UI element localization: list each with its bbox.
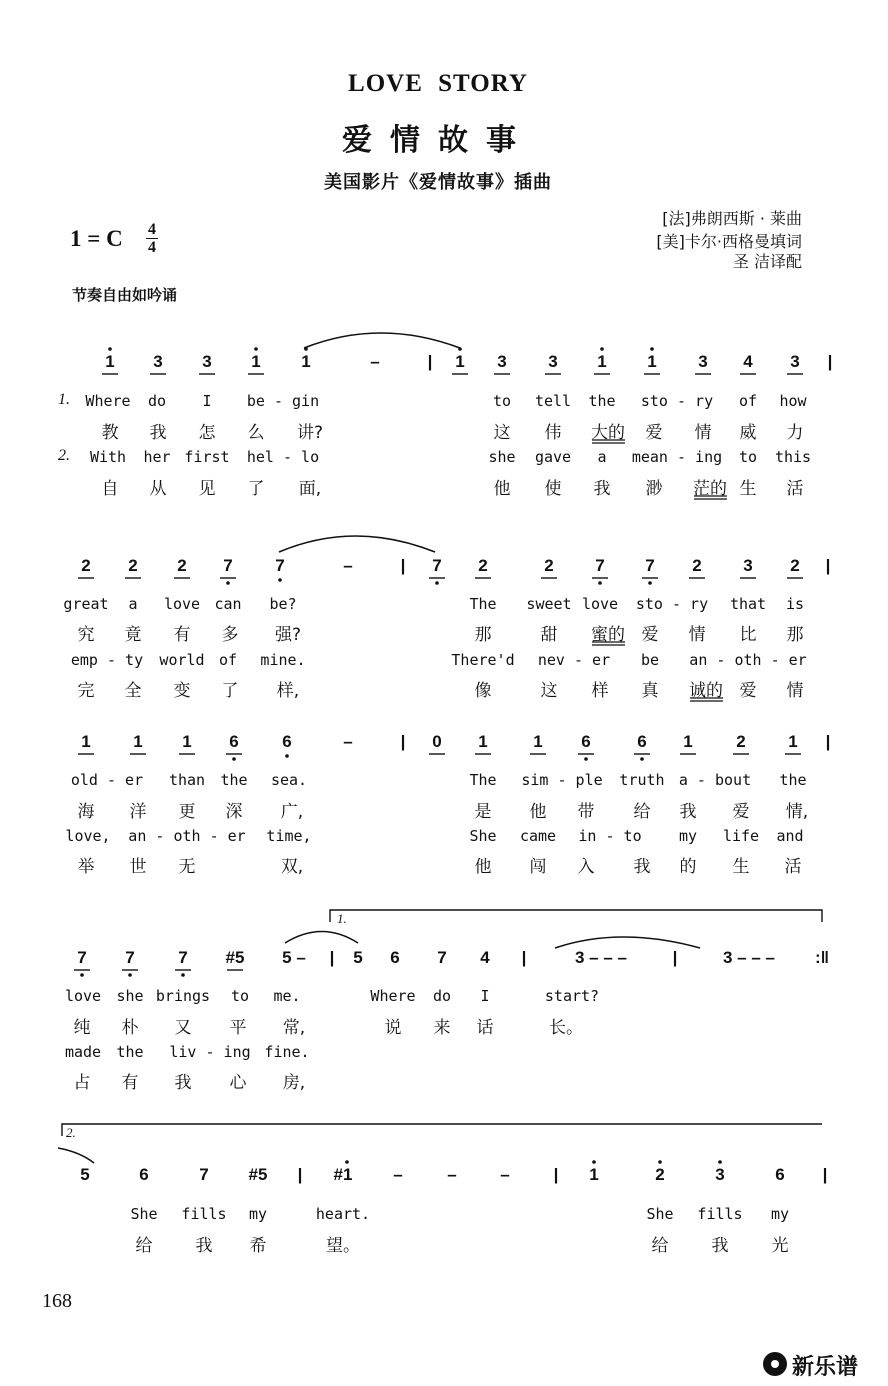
note: 2 — [655, 1165, 665, 1184]
lyric-chinese: 纯 — [73, 1018, 91, 1038]
lyric-chinese: 竟 — [124, 625, 142, 645]
lyric-chinese: 占 — [73, 1073, 91, 1093]
note: 0 — [432, 732, 442, 751]
lyric-chinese: 情, — [785, 802, 809, 822]
lyric-english: the — [116, 1043, 144, 1061]
lyric-chinese: 带 — [577, 802, 595, 822]
octave-down-dot — [285, 754, 289, 758]
lyric-english: liv - ing — [169, 1043, 251, 1061]
note: 6 — [139, 1165, 149, 1184]
octave-down-dot — [648, 581, 652, 585]
note: 6 — [390, 948, 400, 967]
volta-label: 2. — [66, 1125, 76, 1140]
volta-label: 1. — [337, 911, 347, 926]
lyric-chinese: 给 — [633, 802, 651, 822]
lyric-english: a — [597, 448, 607, 466]
lyric-chinese: 洋 — [129, 802, 147, 822]
note: 7 — [223, 556, 233, 575]
lyric-english: Where — [370, 987, 416, 1005]
lyric-chinese: 海 — [77, 802, 95, 822]
lyric-chinese: 世 — [129, 857, 147, 877]
lyric-chinese: 比 — [739, 625, 757, 645]
lyric-english: time, — [266, 827, 312, 845]
lyric-english: old - er — [70, 771, 144, 789]
note: 1 — [647, 352, 657, 371]
lyric-english: and — [776, 827, 804, 845]
lyric-english: tell — [534, 392, 572, 410]
octave-down-dot — [181, 973, 185, 977]
lyric-english: mean - ing — [631, 448, 723, 466]
lyric-chinese: 是 — [474, 802, 492, 822]
lyric-english: can — [214, 595, 242, 613]
lyric-chinese: 渺 — [645, 479, 663, 499]
note: 1 — [133, 732, 143, 751]
note: 7 — [178, 948, 188, 967]
lyric-chinese: 自 — [101, 479, 119, 499]
note: 6 — [775, 1165, 785, 1184]
octave-up-dot — [658, 1160, 662, 1164]
lyric-chinese: 朴 — [121, 1018, 139, 1038]
lyric-english: truth — [619, 771, 665, 789]
note: #1 — [333, 1165, 353, 1184]
lyric-chinese: 无 — [178, 857, 196, 877]
lyric-chinese: 甜 — [540, 625, 558, 645]
octave-down-dot — [80, 973, 84, 977]
note: 4 — [480, 948, 490, 967]
lyric-english: in - to — [578, 827, 642, 845]
note: 1 — [533, 732, 543, 751]
lyric-chinese: 更 — [178, 802, 196, 822]
lyric-chinese: 样, — [276, 681, 300, 701]
lyric-chinese: 爱 — [641, 625, 659, 645]
lyric-english: hel - lo — [246, 448, 320, 466]
lyric-chinese: 举 — [77, 857, 95, 877]
time-signature-top: 4 — [148, 221, 156, 238]
lyric-chinese: 广, — [280, 802, 304, 822]
note: 2 — [81, 556, 91, 575]
lyric-chinese: 这 — [540, 681, 558, 701]
lyric-english: is — [785, 595, 805, 613]
credit-composer: [法]弗朗西斯 · 莱曲 — [662, 209, 802, 228]
lyric-english: The — [469, 595, 497, 613]
lyric-chinese: 面, — [298, 479, 322, 499]
lyric-english: my — [770, 1205, 790, 1223]
lyric-chinese: 又 — [174, 1018, 192, 1038]
note: 3 — [497, 352, 507, 371]
lyric-chinese: 有 — [173, 625, 191, 645]
barline: | — [329, 948, 335, 967]
note: 1 — [683, 732, 693, 751]
lyric-chinese: 给 — [135, 1236, 153, 1256]
note: – — [447, 1165, 457, 1184]
note: 7 — [437, 948, 447, 967]
barline: | — [297, 1165, 303, 1184]
note: 1 — [105, 352, 115, 371]
lyric-chinese: 来 — [433, 1018, 451, 1038]
note: 6 — [229, 732, 239, 751]
lyric-english: fills — [181, 1205, 227, 1223]
lyric-english: an - oth - er — [689, 651, 807, 669]
volta-bracket-1 — [330, 910, 822, 922]
lyric-english: a — [128, 595, 138, 613]
slur — [285, 932, 358, 944]
octave-down-dot — [598, 581, 602, 585]
credit-lyricist: [美]卡尔·西格曼填词 — [656, 232, 802, 251]
note: 1 — [301, 352, 311, 371]
note: – — [393, 1165, 403, 1184]
note: 1 — [597, 352, 607, 371]
note: 5 – — [282, 948, 306, 967]
lyric-english: her — [143, 448, 171, 466]
lyric-chinese: 这 — [493, 423, 511, 443]
note: 2 — [128, 556, 138, 575]
lyric-chinese: 茫的 — [693, 479, 727, 499]
lyric-english: life — [722, 827, 760, 845]
barline: | — [553, 1165, 559, 1184]
lyric-chinese: 望。 — [326, 1236, 360, 1256]
lyric-english: nev - er — [537, 651, 611, 669]
note: 3 – – – — [723, 948, 775, 967]
lyric-english: I — [202, 392, 212, 410]
lyric-chinese: 我 — [174, 1073, 192, 1093]
page-number: 168 — [42, 1290, 72, 1312]
note: 7 — [645, 556, 655, 575]
lyric-english: she — [116, 987, 144, 1005]
lyric-english: I — [480, 987, 490, 1005]
lyric-english: my — [678, 827, 698, 845]
note: 1 — [182, 732, 192, 751]
lyric-english: this — [774, 448, 812, 466]
lyric-chinese: 那 — [786, 625, 804, 645]
lyric-chinese: 情 — [688, 625, 706, 645]
lyric-english: me. — [273, 987, 301, 1005]
lyric-chinese: 活 — [786, 479, 804, 499]
lyric-english: mine. — [260, 651, 306, 669]
lyric-english: love, — [65, 827, 111, 845]
lyric-english: be - gin — [246, 392, 320, 410]
lyric-chinese: 了 — [221, 681, 239, 701]
lyric-english: There'd — [451, 651, 515, 669]
subtitle: 美国影片《爱情故事》插曲 — [324, 172, 552, 193]
note: 1 — [455, 352, 465, 371]
note: 3 – – – — [575, 948, 627, 967]
lyric-english: She — [646, 1205, 674, 1223]
tempo-marking: 节奏自由如吟诵 — [72, 286, 178, 304]
lyric-chinese: 我 — [679, 802, 697, 822]
lyric-english: love — [163, 595, 201, 613]
barline: | — [822, 1165, 828, 1184]
octave-up-dot — [458, 347, 462, 351]
lyric-chinese: 平 — [229, 1018, 247, 1038]
lyric-english: great — [63, 595, 109, 613]
barline: | — [825, 556, 831, 575]
title-english: LOVE STORY — [348, 70, 528, 97]
lyric-english: The — [469, 771, 497, 789]
lyric-english: heart. — [315, 1205, 371, 1223]
lyric-chinese: 怎 — [198, 423, 216, 443]
note: 5 — [353, 948, 363, 967]
note: 5 — [80, 1165, 90, 1184]
lyric-english: love — [64, 987, 102, 1005]
lyric-chinese: 入 — [577, 857, 595, 877]
brand-name: 新乐谱 — [792, 1355, 859, 1380]
time-signature-bottom: 4 — [148, 239, 156, 256]
note: 3 — [153, 352, 163, 371]
lyric-chinese: 全 — [124, 681, 142, 701]
lyric-chinese: 的 — [679, 857, 697, 877]
lyric-english: be? — [269, 595, 297, 613]
lyric-chinese: 伟 — [544, 423, 562, 443]
octave-down-dot — [128, 973, 132, 977]
note: – — [500, 1165, 510, 1184]
lyric-chinese: 心 — [229, 1073, 247, 1093]
lyric-chinese: 给 — [651, 1236, 669, 1256]
lyric-english: first — [184, 448, 230, 466]
lyric-chinese: 闯 — [529, 857, 547, 877]
lyric-chinese: 爱 — [732, 802, 750, 822]
octave-up-dot — [650, 347, 654, 351]
lyric-english: sweet — [526, 595, 572, 613]
key-signature: 1 = C — [70, 226, 123, 251]
lyric-chinese: 蜜的 — [591, 625, 625, 645]
lyric-english: She — [469, 827, 497, 845]
lyric-english: brings — [155, 987, 211, 1005]
verse-number: 1. — [58, 391, 70, 408]
lyric-chinese: 长。 — [549, 1018, 583, 1038]
lyric-chinese: 爱 — [645, 423, 663, 443]
octave-down-dot — [278, 578, 282, 582]
lyric-chinese: 生 — [732, 857, 750, 877]
lyric-english: that — [729, 595, 767, 613]
lyric-chinese: 爱 — [739, 681, 757, 701]
barline: | — [827, 352, 833, 371]
lyric-english: the — [220, 771, 248, 789]
lyric-english: of — [218, 651, 238, 669]
lyric-english: Where — [85, 392, 131, 410]
octave-up-dot — [345, 1160, 349, 1164]
note: 1 — [589, 1165, 599, 1184]
title-chinese: 爱情故事 — [342, 123, 534, 158]
lyric-chinese: 他 — [493, 479, 511, 499]
note: 7 — [77, 948, 87, 967]
lyric-english: do — [432, 987, 452, 1005]
lyric-chinese: 光 — [771, 1236, 789, 1256]
lyric-english: start? — [544, 987, 600, 1005]
lyric-english: sto - ry — [635, 595, 709, 613]
note: 3 — [548, 352, 558, 371]
octave-up-dot — [592, 1160, 596, 1164]
lyric-chinese: 强? — [274, 625, 302, 645]
lyric-english: how — [779, 392, 807, 410]
lyric-chinese: 大的 — [591, 423, 625, 443]
barline: | — [427, 352, 433, 371]
octave-down-dot — [584, 757, 588, 761]
octave-down-dot — [435, 581, 439, 585]
lyric-chinese: 我 — [711, 1236, 729, 1256]
lyric-chinese: 威 — [739, 423, 757, 443]
note: 4 — [743, 352, 753, 371]
lyric-english: to — [492, 392, 512, 410]
lyric-chinese: 生 — [739, 479, 757, 499]
note: #5 — [248, 1165, 268, 1184]
lyric-chinese: 真 — [641, 681, 659, 701]
lyric-chinese: 双, — [280, 857, 304, 877]
note: 7 — [125, 948, 135, 967]
barline: | — [825, 732, 831, 751]
lyric-english: to — [230, 987, 250, 1005]
lyric-chinese: 从 — [149, 479, 167, 499]
lyric-chinese: 完 — [77, 681, 95, 701]
lyric-chinese: 话 — [476, 1018, 494, 1038]
note: 2 — [478, 556, 488, 575]
lyric-chinese: 使 — [544, 479, 562, 499]
lyric-english: world — [159, 651, 205, 669]
lyric-english: With — [89, 448, 127, 466]
lyric-chinese: 了 — [247, 479, 265, 499]
lyric-chinese: 究 — [77, 625, 95, 645]
octave-down-dot — [226, 581, 230, 585]
lyric-chinese: 力 — [786, 423, 804, 443]
lyric-english: sea. — [270, 771, 308, 789]
lyric-english: sim - ple — [521, 771, 603, 789]
lyric-english: fine. — [264, 1043, 310, 1061]
lyric-chinese: 教 — [101, 423, 119, 443]
note: 1 — [478, 732, 488, 751]
note: 6 — [581, 732, 591, 751]
octave-up-dot — [718, 1160, 722, 1164]
lyric-english: love — [581, 595, 619, 613]
barline: | — [672, 948, 678, 967]
verse-number: 2. — [58, 447, 70, 464]
note: 2 — [790, 556, 800, 575]
note: 3 — [743, 556, 753, 575]
lyric-chinese: 我 — [195, 1236, 213, 1256]
note: 2 — [544, 556, 554, 575]
lyric-english: of — [738, 392, 758, 410]
lyric-english: emp - ty — [70, 651, 144, 669]
barline: | — [400, 556, 406, 575]
note: 3 — [790, 352, 800, 371]
lyric-english: than — [168, 771, 206, 789]
octave-up-dot — [304, 347, 308, 351]
lyric-chinese: 诚的 — [689, 681, 723, 701]
note: 6 — [637, 732, 647, 751]
octave-down-dot — [640, 757, 644, 761]
lyric-chinese: 那 — [474, 625, 492, 645]
lyric-english: sto - ry — [640, 392, 714, 410]
lyric-english: the — [588, 392, 616, 410]
lyric-english: to — [738, 448, 758, 466]
lyric-chinese: 见 — [198, 479, 216, 499]
lyric-chinese: 他 — [529, 802, 547, 822]
note: 7 — [432, 556, 442, 575]
lyric-chinese: 样 — [591, 681, 609, 701]
note: – — [370, 352, 380, 371]
note: 2 — [736, 732, 746, 751]
lyric-english: a - bout — [678, 771, 752, 789]
barline: | — [521, 948, 527, 967]
note: – — [343, 732, 353, 751]
lyric-chinese: 像 — [474, 681, 492, 701]
slur — [58, 1148, 94, 1163]
note: 2 — [692, 556, 702, 575]
note: #5 — [225, 948, 245, 967]
note: 6 — [282, 732, 292, 751]
lyric-chinese: 变 — [173, 681, 191, 701]
octave-up-dot — [108, 347, 112, 351]
note: – — [343, 556, 353, 575]
note: 3 — [698, 352, 708, 371]
lyric-english: She — [130, 1205, 158, 1223]
slur — [279, 536, 435, 552]
note: 7 — [199, 1165, 209, 1184]
lyric-english: the — [779, 771, 807, 789]
lyric-chinese: 他 — [474, 857, 492, 877]
barline: | — [400, 732, 406, 751]
lyric-english: made — [64, 1043, 102, 1061]
lyric-chinese: 房, — [282, 1073, 306, 1093]
slur — [304, 333, 460, 348]
note: 1 — [81, 732, 91, 751]
octave-up-dot — [600, 347, 604, 351]
octave-up-dot — [254, 347, 258, 351]
lyric-english: my — [248, 1205, 268, 1223]
note: 3 — [202, 352, 212, 371]
note: 2 — [177, 556, 187, 575]
lyric-chinese: 情 — [786, 681, 804, 701]
slur — [555, 937, 700, 948]
note: 1 — [251, 352, 261, 371]
lyric-chinese: 有 — [121, 1073, 139, 1093]
lyric-chinese: 么 — [247, 423, 265, 443]
lyric-english: came — [519, 827, 557, 845]
lyric-chinese: 深 — [225, 802, 243, 822]
lyric-english: an - oth - er — [128, 827, 246, 845]
lyric-english: fills — [697, 1205, 743, 1223]
lyric-chinese: 情 — [694, 423, 712, 443]
note: :‖ — [814, 948, 830, 967]
volta-bracket-2 — [62, 1124, 822, 1136]
lyric-chinese: 讲? — [296, 423, 324, 443]
lyric-chinese: 我 — [593, 479, 611, 499]
lyric-english: she — [488, 448, 516, 466]
lyric-chinese: 常, — [282, 1018, 306, 1038]
octave-down-dot — [232, 757, 236, 761]
lyric-english: be — [640, 651, 660, 669]
lyric-english: gave — [534, 448, 572, 466]
note: 7 — [275, 556, 285, 575]
lyric-chinese: 多 — [221, 625, 239, 645]
lyric-chinese: 我 — [149, 423, 167, 443]
lyric-chinese: 说 — [384, 1018, 402, 1038]
lyric-chinese: 活 — [784, 857, 802, 877]
note: 3 — [715, 1165, 725, 1184]
credit-translator: 圣 洁译配 — [732, 252, 802, 271]
lyric-chinese: 希 — [249, 1236, 267, 1256]
lyric-english: do — [147, 392, 167, 410]
note: 1 — [788, 732, 798, 751]
lyric-chinese: 我 — [633, 857, 651, 877]
note: 7 — [595, 556, 605, 575]
